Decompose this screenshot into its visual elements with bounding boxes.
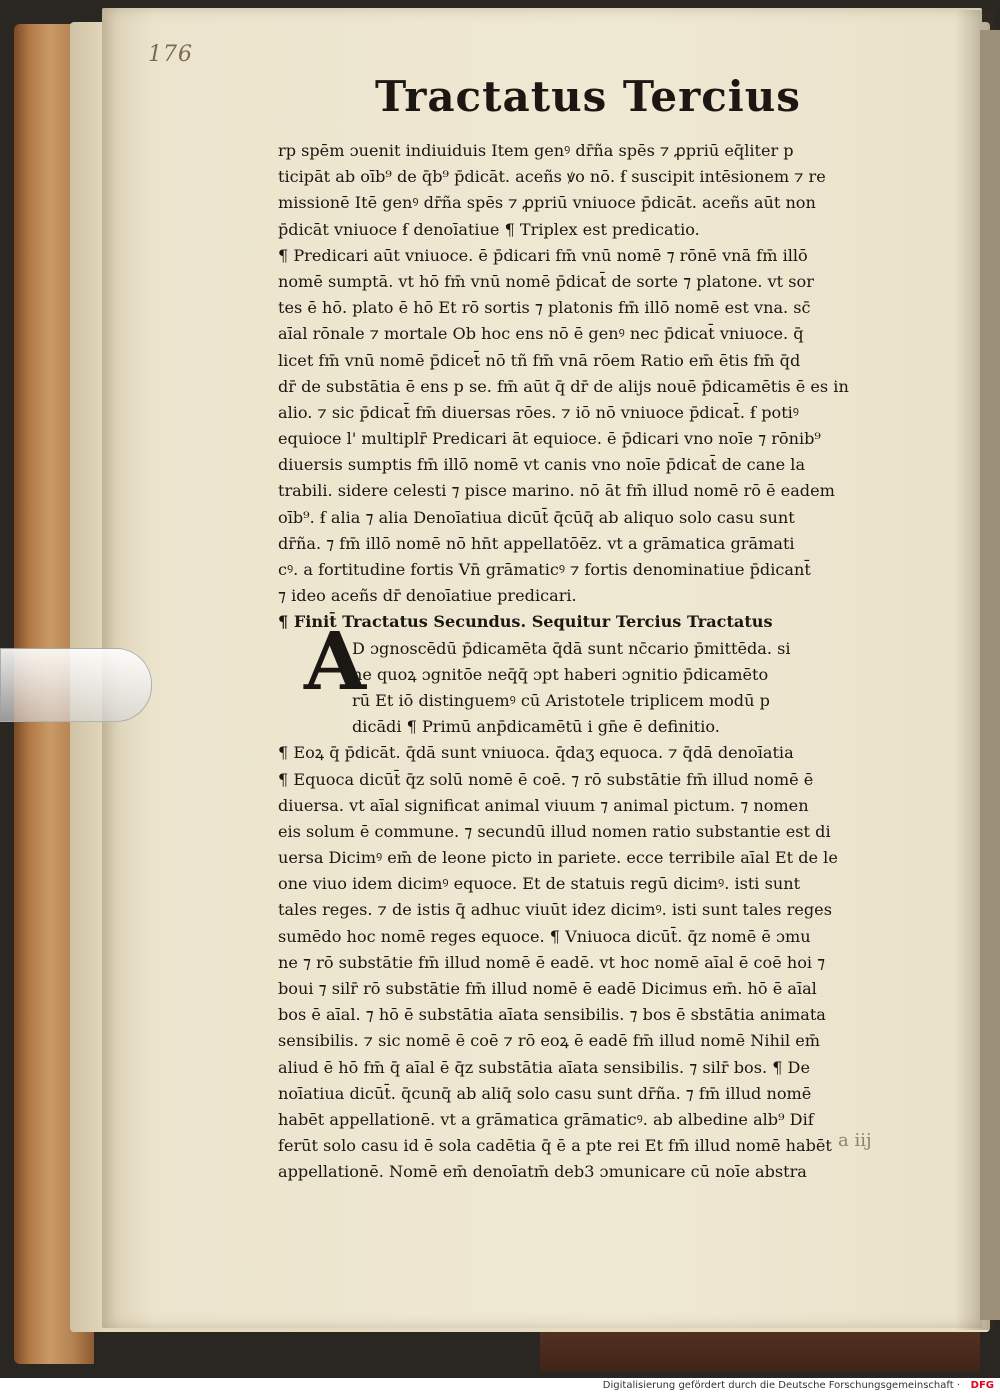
text-line: alio. ⁊ sic p̄dicat̄ fm̄ diuersas rōes. ⁊ iō nō vniuoce p̄dicat̄. ẜ potiꝰ (278, 402, 799, 422)
text-line: dr̄ña. ⁊ fm̄ illō nomē nō hn̄t appellatōēz. vt a grāmatica grāmati (278, 533, 795, 553)
text-line: nomē sumptā. vt hō fm̄ vnū nomē p̄dicat̄ de sorte ⁊ platone. vt sor (278, 271, 814, 291)
text-line: missionē Itē genꝰ dr̄ña spēs ⁊ ꝓpriū vniuoce p̄dicāt. aceñs aūt non (278, 193, 816, 213)
footer-bar (0, 1378, 1000, 1395)
text-line: ne quoꝝ ɔgnitōe neq̄q̄ ɔpt haberi ɔgnitio p̄dicamēto (352, 664, 769, 684)
text-line: tes ē hō. plato ē hō Et rō sortis ⁊ platonis fm̄ illō nomē est vna. sc̄ (278, 298, 811, 318)
text-line: tales reges. ⁊ de istis q̄ adhuc viuūt idez dicimꝰ. isti sunt tales reges (278, 900, 832, 920)
text-line: boui ⁊ silr̄ rō substātie fm̄ illud nomē ē eadē Dicimus em̄. hō ē aīal (278, 979, 817, 998)
text-line: ¶ Eoꝝ q̄ p̄dicāt. q̄dā sunt vniuoca. q̄daʒ equoca. ⁊ q̄dā denoīatia (278, 743, 794, 763)
text-section-bottom (278, 740, 878, 1185)
text-line: sumēdo hoc nomē reges equoce. ¶ Vniuoca dicūt̄. q̄z nomē ē ɔmu (278, 926, 811, 946)
right-edge (980, 30, 1000, 1320)
text-line: diuersis sumptis fm̄ illō nomē vt canis vno noīe p̄dicat̄ de cane la (278, 455, 806, 475)
text-section-top (278, 138, 878, 609)
text-line: appellationē. Nomē em̄ denoīatm̄ deb3 ɔmunicare cū noīe abstra (278, 1162, 807, 1182)
text-line: sensibilis. ⁊ sic nomē ē coē ⁊ rō eoꝝ ē eadē fm̄ illud nomē Nihil em̄ (278, 1031, 821, 1051)
text-line: D ɔgnoscēdū p̄dicamēta q̄dā sunt nc̄cario p̄mittēda. si (352, 638, 791, 658)
text-line: oīb⁹. ẜ alia ⁊ alia Denoīatiua dicūt̄ q̄cūq̄ ab aliquo solo casu sunt (278, 507, 795, 527)
text-line: one viuo idem dicimꝰ equoce. Et de statuis regū dicimꝰ. isti sunt (278, 874, 801, 894)
text-line: noīatiua dicūt̄. q̄cunq̄ ab aliq̄ solo casu sunt dr̄ña. ⁊ fm̄ illud nomē (278, 1083, 812, 1103)
funding-note: Digitalisierung gefördert durch die Deutsche Forschungsgemeinschaft · (602, 1380, 960, 1391)
text-line: ¶ Equoca dicūt̄ q̄z solū nomē ē coē. ⁊ rō substātie fm̄ illud nomē ē (278, 769, 814, 789)
text-line: rū Et iō distinguemꝰ cū Aristotele triplicem modū p (352, 690, 770, 710)
text-line: licet fm̄ vnū nomē p̄dicet̄ nō tñ fm̄ vnā rōem Ratio em̄ ētis fm̄ q̄d (278, 350, 801, 370)
text-line: ⁊ ideo aceñs dr̄ denoīatiue predicari. (278, 586, 577, 606)
text-line: trabili. sidere celesti ⁊ pisce marino. nō āt fm̄ illud nomē rō ē eadem (278, 481, 835, 501)
text-line: equioce l' multiplr̄ Predicari āt equioce. ē p̄dicari vno noīe ⁊ rōnib⁹ (278, 429, 821, 449)
dfg-logo: DFG (970, 1380, 994, 1391)
folio-number: 176 (148, 42, 193, 67)
decorated-initial: A (303, 614, 367, 708)
text-line: ticipāt ab oīb⁹ de q̄b⁹ p̄dicāt. aceñs ꝟo nō. ẜ suscipit intēsionem ⁊ re (278, 167, 826, 187)
running-head: Tractatus Tercius (375, 72, 801, 121)
text-line: diuersa. vt aīal significat animal viuum ⁊ animal pictum. ⁊ nomen (278, 795, 809, 815)
text-line: ferūt solo casu id ē sola cadētia q̄ ē a pte rei Et fm̄ illud nomē habēt (278, 1136, 832, 1156)
text-line: ¶ Predicari aūt vniuoce. ē p̄dicari fm̄ vnū nomē ⁊ rōnē vnā fm̄ illō (278, 245, 808, 265)
page-marker-clip (0, 648, 152, 722)
text-line: dr̄ de substātia ē ens p se. fm̄ aūt q̄ dr̄ de alijs nouē p̄dicamētis ē es in (278, 376, 849, 396)
text-line: bos ē aīal. ⁊ hō ē substātia aīata sensibilis. ⁊ bos ē sbstātia animata (278, 1005, 826, 1025)
text-line: p̄dicāt vniuoce ẜ denoīatiue ¶ Triplex est predicatio. (278, 219, 700, 239)
text-line: cꝰ. a fortitudine fortis Vn̄ grāmaticꝰ ⁊ fortis denominatiue p̄dicant̄ (278, 560, 811, 579)
signature-mark: a iij (838, 1130, 872, 1151)
explicit-line: ¶ Finit̄ Tractatus Secundus. Sequitur Tercius Tractatus (278, 612, 773, 632)
text-line: rp spēm ɔuenit indiuiduis Item genꝰ dr̄ña spēs ⁊ ꝓpriū eq̄liter p (278, 141, 794, 160)
text-line: aliud ē hō fm̄ q̄ aīal ē q̄z substātia aīata sensibilis. ⁊ silr̄ bos. ¶ De (278, 1057, 810, 1077)
text-line: ne ⁊ rō substātie fm̄ illud nomē ē eadē. vt hoc nomē aīal ē coē hoi ⁊ (278, 952, 826, 972)
text-line: eis solum ē commune. ⁊ secundū illud nomen ratio substantie est di (278, 821, 831, 841)
text-line: uersa Dicimꝰ em̄ de leone picto in pariete. ecce terribile aīal Et de le (278, 848, 838, 868)
text-line: aīal rōnale ⁊ mortale Ob hoc ens nō ē genꝰ nec p̄dicat̄ vniuoce. q̄ (278, 324, 804, 344)
text-line: dicādi ¶ Primū anp̄dicamētū i gn̄e ē definitio. (352, 717, 720, 737)
text-line: habēt appellationē. vt a grāmatica grāmaticꝰ. ab albedine alb⁹ Dif (278, 1109, 814, 1129)
